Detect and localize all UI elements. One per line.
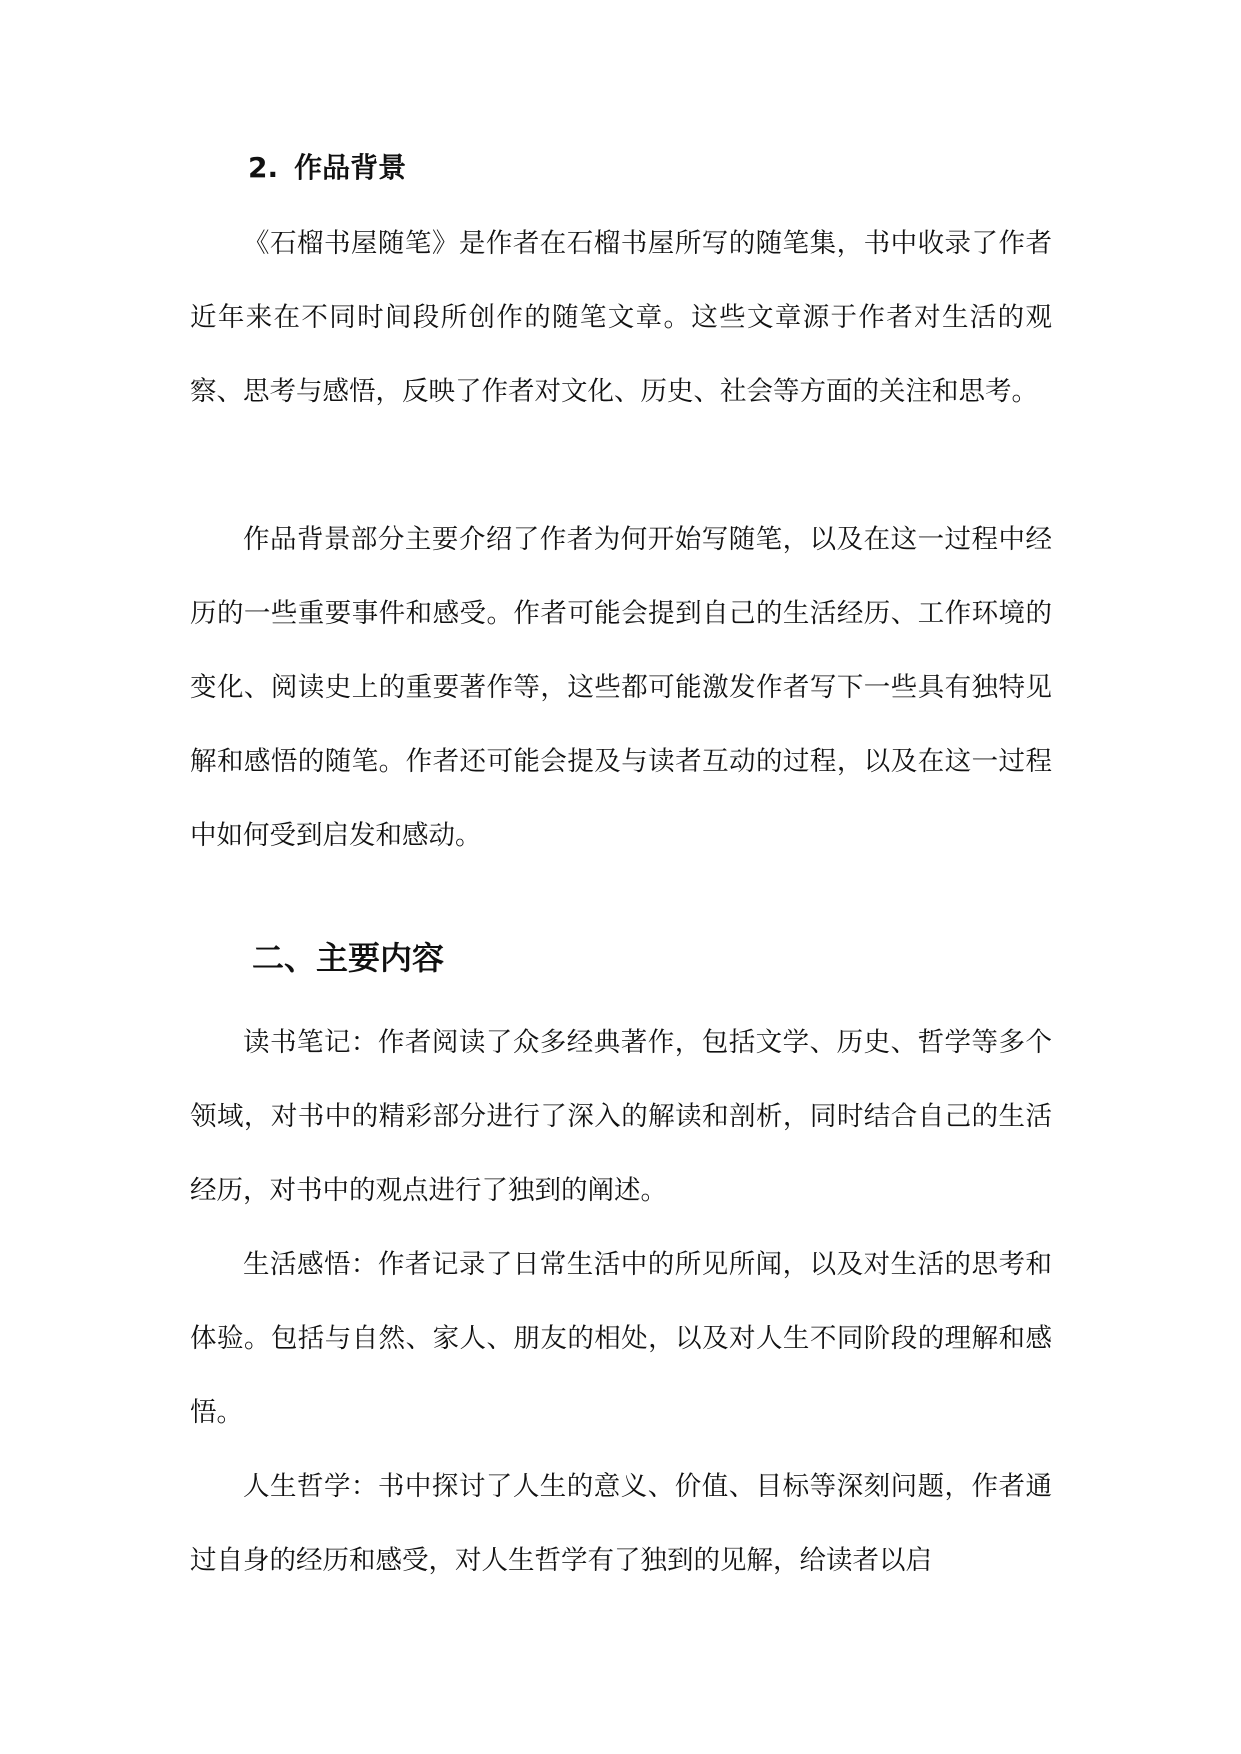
background-paragraph-2: 作品背景部分主要介绍了作者为何开始写随笔，以及在这一过程中经历的一些重要事件和感受。作者可能会提到自己的生活经历、工作环境的变化、阅读史上的重要著作等，这些都可能激发作者写下一些具有独特见解和感悟的随笔。作者还可能会提及与读者互动的过程，以及在这一过程中如何受到启发和感动。 bbox=[190, 524, 1052, 851]
content-paragraph-life-insights: 生活感悟：作者记录了日常生活中的所见所闻，以及对生活的思考和体验。包括与自然、家人、朋友的相处，以及对人生不同阶段的理解和感悟。 bbox=[190, 1249, 1052, 1428]
subsection-heading bbox=[248, 148, 406, 188]
subsection-number: 2. bbox=[248, 151, 279, 184]
content-paragraph-life-philosophy: 人生哲学：书中探讨了人生的意义、价值、目标等深刻问题，作者通过自身的经历和感受，对人生哲学有了独到的见解，给读者以启 bbox=[190, 1471, 1052, 1576]
section-heading: 二、主要内容 bbox=[252, 939, 445, 977]
content-paragraph-reading-notes: 读书笔记：作者阅读了众多经典著作，包括文学、历史、哲学等多个领域，对书中的精彩部分进行了深入的解读和剖析，同时结合自己的生活经历，对书中的观点进行了独到的阐述。 bbox=[190, 1027, 1052, 1206]
subsection-title: 作品背景 bbox=[294, 151, 407, 184]
background-paragraph-1: 《石榴书屋随笔》是作者在石榴书屋所写的随笔集，书中收录了作者近年来在不同时间段所创作的随笔文章。这些文章源于作者对生活的观察、思考与感悟，反映了作者对文化、历史、社会等方面的关注和思考。 bbox=[190, 228, 1052, 407]
